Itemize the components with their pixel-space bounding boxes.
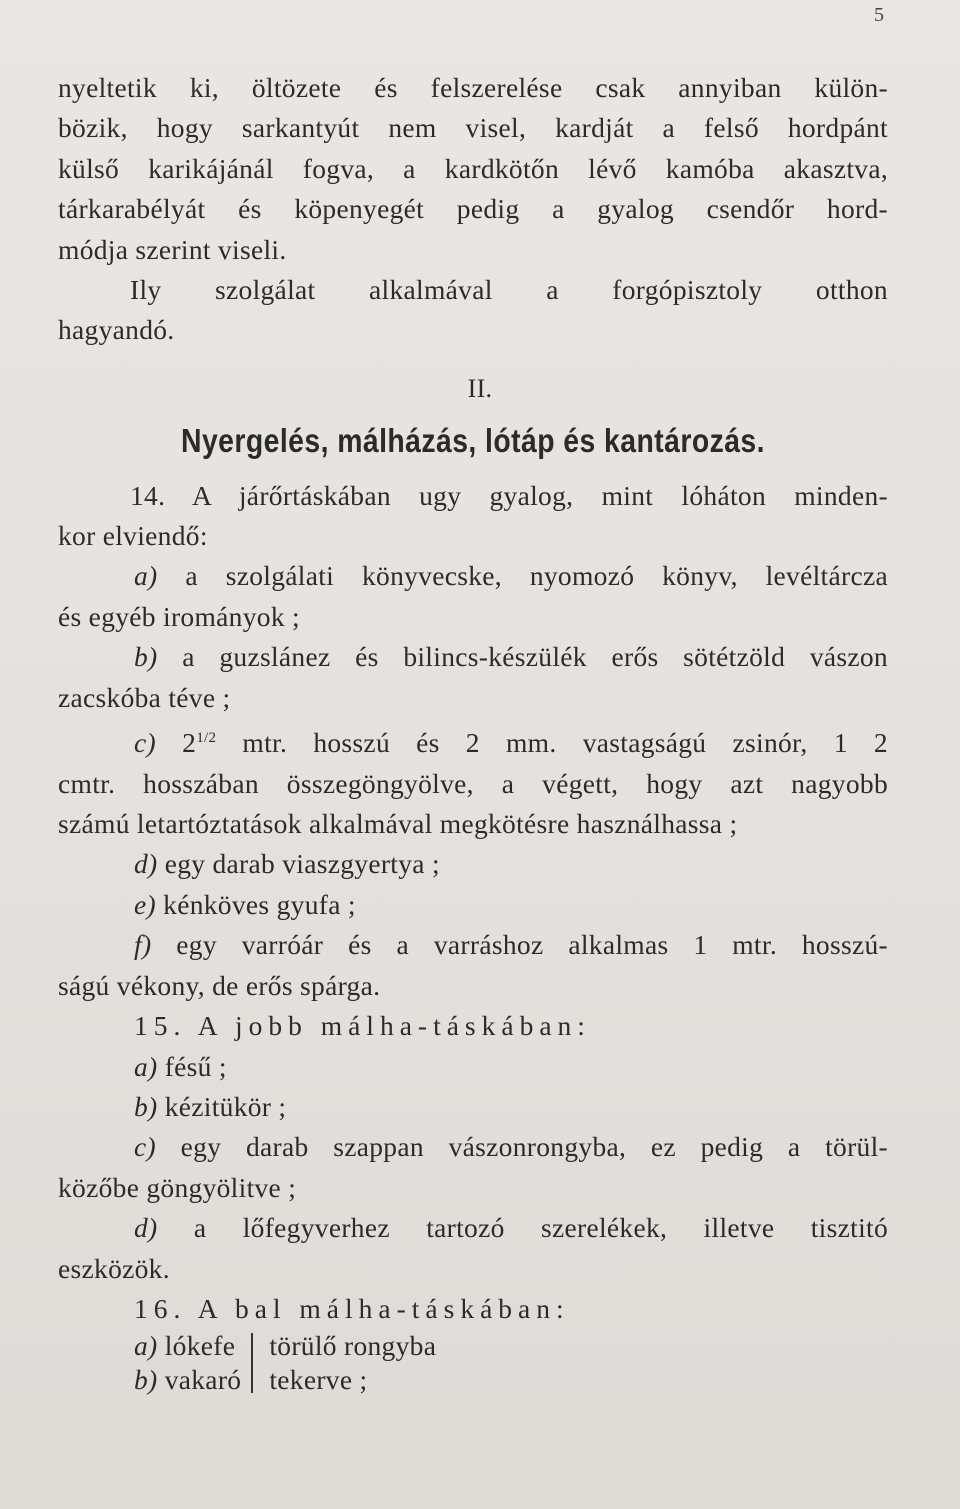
list-item-e: e) kénköves gyufa ; xyxy=(134,888,356,920)
list-item-a: a) lókefe xyxy=(134,1330,236,1362)
page-number: 5 xyxy=(874,4,884,26)
list-item-b: b) kézitükör ; xyxy=(134,1090,287,1122)
list-item-d: d) a lőfegyverhez tartozó szerelékek, illetve tisztitó xyxy=(134,1212,888,1244)
text-line: Ily szolgálat alkalmával a forgópisztoly otthon xyxy=(130,274,888,306)
list-item-c: c) egy darab szappan vászonrongyba, ez pedig a törül- xyxy=(134,1131,888,1163)
list-item-d: d) egy darab viaszgyertya ; xyxy=(134,848,440,880)
bracket-text xyxy=(269,1329,436,1397)
list-item-c: c) $2^{1/2}$ mtr. hosszú és 2 mm. vastagságú zsinór, 1 2 xyxy=(134,727,888,759)
text-line: nyeltetik ki, öltözete és felszerelése csak annyiban külön- xyxy=(58,72,888,103)
list-item-b-cont: zacskóba téve ; xyxy=(58,681,231,713)
paragraph-16-lead: 16. A bal málha-táskában: xyxy=(134,1292,570,1324)
bracket-text-line: törülő rongyba xyxy=(269,1330,437,1362)
list-item-b: b) a guzslánez és bilincs-készülék erős sötétzöld vászon xyxy=(134,641,888,673)
list-item-a: a) fésű ; xyxy=(134,1050,227,1082)
list-item-a: a) a szolgálati könyvecske, nyomozó könyv, levéltárcza xyxy=(134,560,888,592)
text-line: külső karikájánál fogva, a kardkötőn lévő kamóba akasztva, xyxy=(58,152,888,184)
paragraph-14-line: 14. A járőrtáskában ugy gyalog, mint lóháton minden- xyxy=(130,479,888,511)
list-item-b: b) vakaró xyxy=(134,1364,242,1396)
list-item-d-cont: eszközök. xyxy=(58,1252,170,1284)
list-item-c-cont: cmtr. hosszában összegöngyölve, a végett, hogy azt nagyobb xyxy=(58,767,888,799)
page-text xyxy=(58,68,888,1397)
text-line: bözik, hogy sarkantyút nem visel, kardját a felső hordpánt xyxy=(58,112,888,144)
list-item-f: f) egy varróár és a varráshoz alkalmas 1 mtr. hosszú- xyxy=(134,929,888,961)
bracket-text-line: tekerve ; xyxy=(269,1364,368,1396)
text-line: hagyandó. xyxy=(58,314,175,346)
text-line: tárkarabélyát és köpenyegét pedig a gyalog csendőr hord- xyxy=(58,193,888,225)
bracket-line xyxy=(251,1333,253,1393)
list-item-c-cont: közőbe göngyölitve ; xyxy=(58,1171,297,1203)
bracketed-items xyxy=(58,1329,888,1397)
text-line: módja szerint viseli. xyxy=(58,233,287,265)
bracket-item-list xyxy=(134,1329,241,1397)
paragraph-15-lead: 15. A jobb málha-táskában: xyxy=(134,1010,591,1042)
list-item-c-cont: számú letartóztatások alkalmával megkötésre használhassa ; xyxy=(58,808,738,840)
list-item-a-cont: és egyéb irományok ; xyxy=(58,600,300,632)
section-title: Nyergelés, málházás, lótáp és kantározás. xyxy=(181,422,765,460)
paragraph-14-line: kor elviendő: xyxy=(58,520,208,552)
list-item-f-cont: ságú vékony, de erős spárga. xyxy=(58,969,381,1001)
section-numeral: II. xyxy=(467,373,493,403)
